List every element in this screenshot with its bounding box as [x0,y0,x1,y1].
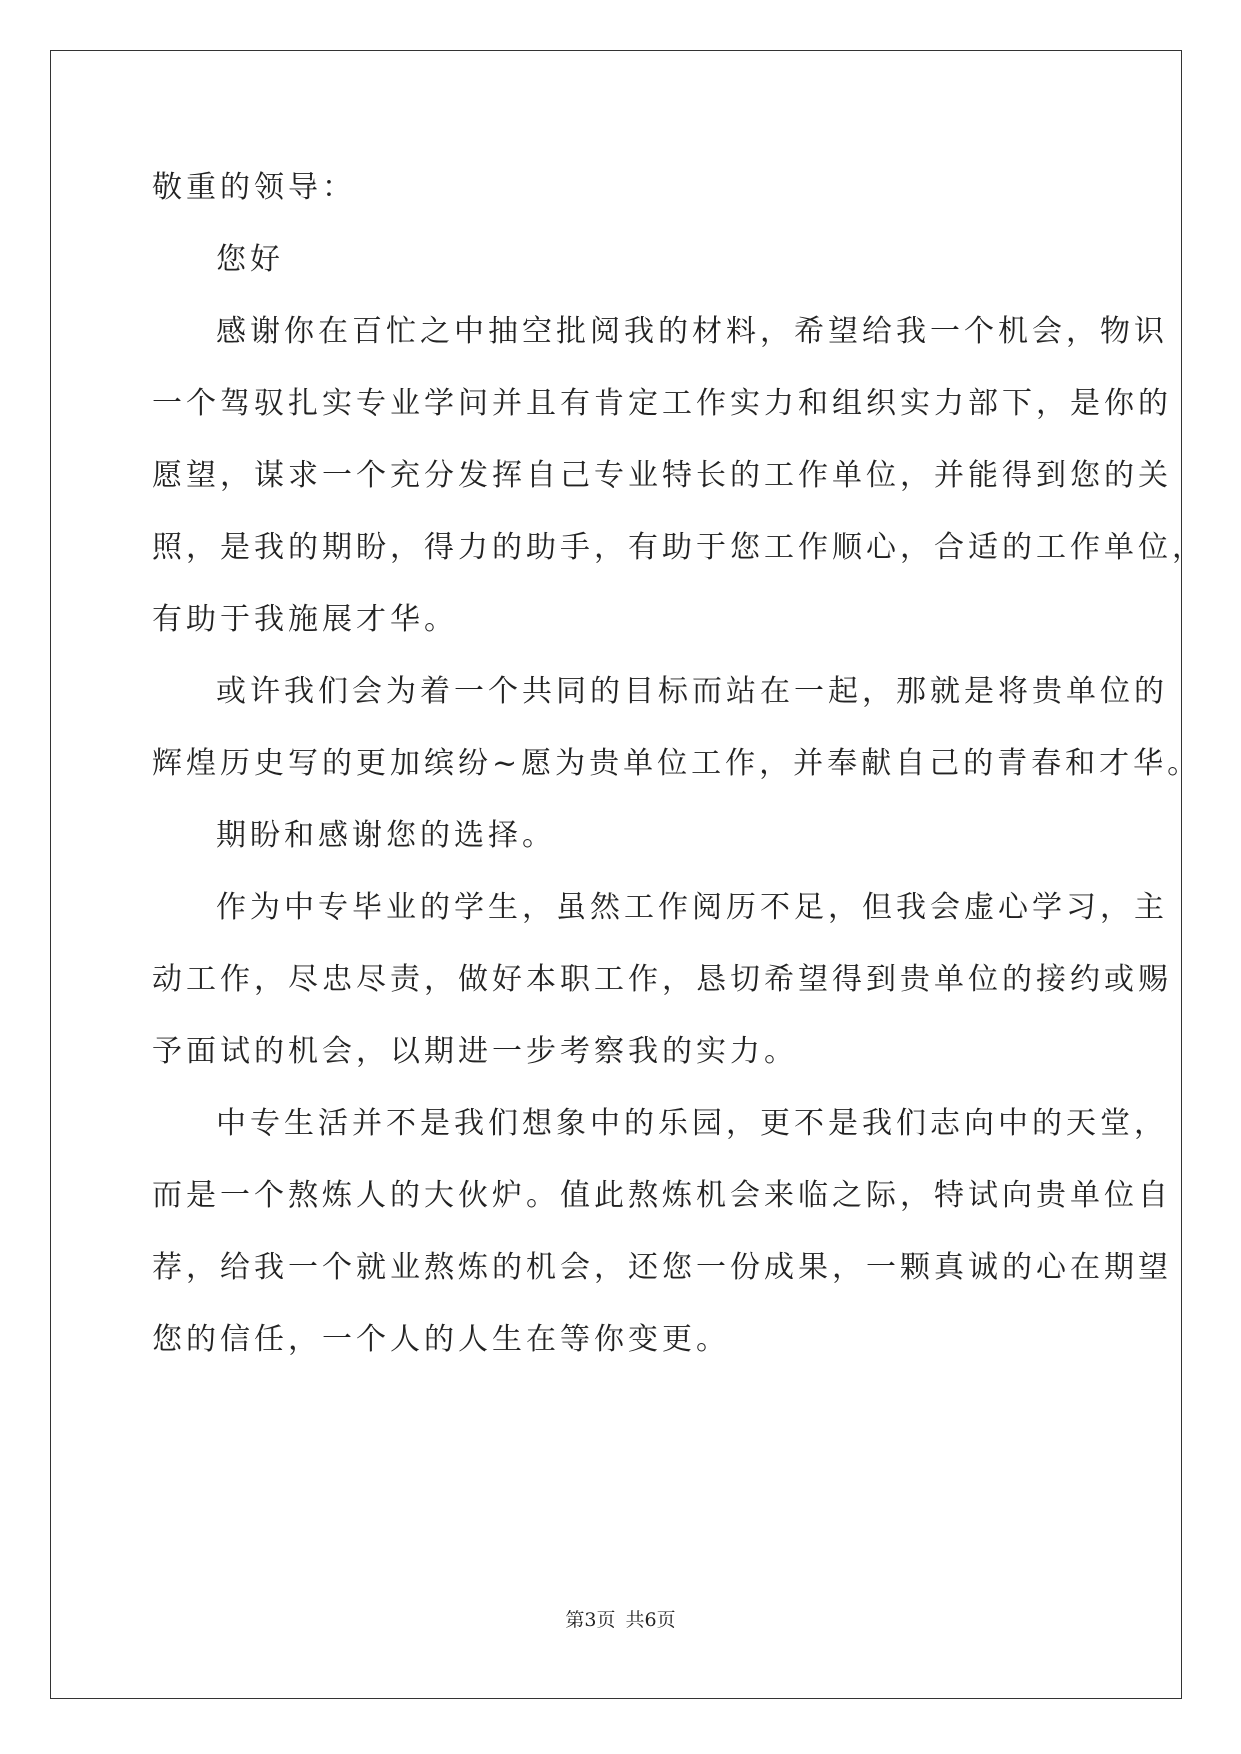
letter-greeting: 敬重的领导： [152,170,356,205]
paragraph-line: 予面试的机会，以期进一步考察我的实力。 [152,1034,798,1069]
paragraph-line: 作为中专毕业的学生，虽然工作阅历不足，但我会虚心学习，主 [216,890,1168,925]
paragraph-line: 愿望，谋求一个充分发挥自己专业特长的工作单位，并能得到您的关 [152,458,1172,493]
paragraph-line: 荐，给我一个就业熬炼的机会，还您一份成果，一颗真诚的心在期望 [152,1250,1172,1285]
salutation-line: 您好 [216,242,284,277]
paragraph-line: 中专生活并不是我们想象中的乐园，更不是我们志向中的天堂， [216,1106,1168,1141]
page-total: 共6页 [625,1609,676,1631]
paragraph-line: 有助于我施展才华。 [152,602,458,637]
page-footer [0,1605,1241,1632]
paragraph-line: 或许我们会为着一个共同的目标而站在一起，那就是将贵单位的 [216,674,1168,709]
paragraph-line: 您的信任，一个人的人生在等你变更。 [152,1322,730,1357]
paragraph-line: 一个驾驭扎实专业学问并且有肯定工作实力和组织实力部下，是你的 [152,386,1172,421]
paragraph-line: 动工作，尽忠尽责，做好本职工作，恳切希望得到贵单位的接约或赐 [152,962,1172,997]
page-border [50,50,1182,1699]
page-number: 第3页 [565,1609,616,1631]
paragraph-line: 而是一个熬炼人的大伙炉。值此熬炼机会来临之际，特试向贵单位自 [152,1178,1172,1213]
paragraph-line: 辉煌历史写的更加缤纷~愿为贵单位工作，并奉献自己的青春和才华。 [152,746,1202,781]
paragraph-line: 感谢你在百忙之中抽空批阅我的材料，希望给我一个机会，物识 [216,314,1168,349]
paragraph-line: 期盼和感谢您的选择。 [216,818,556,853]
paragraph-line: 照，是我的期盼，得力的助手，有助于您工作顺心，合适的工作单位， [152,530,1206,565]
